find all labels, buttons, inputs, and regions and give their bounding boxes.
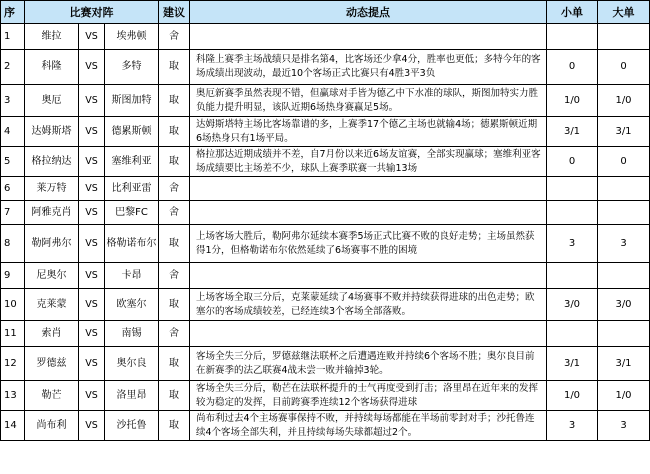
big-bet-cell: [598, 201, 650, 225]
analysis-cell: 上场客场全取三分后，克莱蒙延续了4场赛事不败并持续获得进球的出色走势；欧塞尔的客场成绩较差，已经连续3个客场全部落败。: [190, 289, 547, 321]
home-team: 勒芒: [25, 381, 79, 411]
advice-cell: 取: [159, 50, 190, 85]
row-index: 9: [1, 263, 25, 289]
big-bet-cell: [598, 24, 650, 50]
big-bet-cell: 3/0: [598, 289, 650, 321]
vs-label: VS: [79, 225, 105, 263]
row-index: 2: [1, 50, 25, 85]
small-bet-cell: [547, 321, 598, 347]
small-bet-cell: 3/0: [547, 289, 598, 321]
vs-label: VS: [79, 289, 105, 321]
big-bet-cell: [598, 177, 650, 201]
home-team: 罗德兹: [25, 347, 79, 381]
big-bet-cell: [598, 321, 650, 347]
home-team: 达姆斯塔: [25, 117, 79, 147]
row-index: 4: [1, 117, 25, 147]
small-bet-cell: [547, 201, 598, 225]
vs-label: VS: [79, 411, 105, 441]
row-index: 7: [1, 201, 25, 225]
header-advice: 建议: [159, 1, 190, 24]
analysis-cell: 尚布利过去4个主场赛事保持不败，并持续每场都能在半场前零封对手；沙托鲁连续4个客场全部失利，并且持续每场失球都超过2个。: [190, 411, 547, 441]
header-index: 序: [1, 1, 25, 24]
row-index: 5: [1, 147, 25, 177]
table-row: [1, 347, 650, 381]
vs-label: VS: [79, 24, 105, 50]
table-row: [1, 225, 650, 263]
away-team: 沙托鲁: [105, 411, 159, 441]
advice-cell: 舍: [159, 263, 190, 289]
table-row: [1, 381, 650, 411]
small-bet-cell: 0: [547, 50, 598, 85]
vs-label: VS: [79, 263, 105, 289]
home-team: 克莱蒙: [25, 289, 79, 321]
big-bet-cell: 3: [598, 225, 650, 263]
advice-cell: 取: [159, 147, 190, 177]
home-team: 索肖: [25, 321, 79, 347]
small-bet-cell: 1/0: [547, 381, 598, 411]
analysis-cell: 上场客场大胜后，勒阿弗尔延续本赛季5场正式比赛不败的良好走势；主场虽然获得1分，但格勒诺布尔依然延续了6场赛事不胜的困境: [190, 225, 547, 263]
small-bet-cell: [547, 177, 598, 201]
big-bet-cell: 3/1: [598, 347, 650, 381]
away-team: 卡昂: [105, 263, 159, 289]
analysis-cell: 奥厄新赛季虽然表现不错，但赢球对手皆为德乙中下水准的球队，斯图加特实力胜负能力提升明显，该队近期6场热身赛赢足5场。: [190, 85, 547, 117]
table-row: [1, 263, 650, 289]
vs-label: VS: [79, 147, 105, 177]
small-bet-cell: 3: [547, 411, 598, 441]
table-row: [1, 85, 650, 117]
table-row: [1, 147, 650, 177]
away-team: 斯图加特: [105, 85, 159, 117]
analysis-cell: [190, 263, 547, 289]
analysis-cell: [190, 321, 547, 347]
vs-label: VS: [79, 85, 105, 117]
row-index: 14: [1, 411, 25, 441]
table-row: [1, 321, 650, 347]
away-team: 格勒诺布尔: [105, 225, 159, 263]
advice-cell: 取: [159, 289, 190, 321]
table-row: [1, 201, 650, 225]
home-team: 科隆: [25, 50, 79, 85]
advice-cell: 取: [159, 225, 190, 263]
home-team: 勒阿弗尔: [25, 225, 79, 263]
advice-cell: 取: [159, 381, 190, 411]
row-index: 6: [1, 177, 25, 201]
advice-cell: 取: [159, 85, 190, 117]
vs-label: VS: [79, 321, 105, 347]
home-team: 维拉: [25, 24, 79, 50]
row-index: 8: [1, 225, 25, 263]
away-team: 南锡: [105, 321, 159, 347]
table-row: [1, 117, 650, 147]
row-index: 1: [1, 24, 25, 50]
advice-cell: 舍: [159, 24, 190, 50]
big-bet-cell: 0: [598, 147, 650, 177]
table-row: [1, 50, 650, 85]
header-row: [1, 1, 650, 24]
away-team: 奥尔良: [105, 347, 159, 381]
away-team: 埃弗顿: [105, 24, 159, 50]
small-bet-cell: [547, 263, 598, 289]
home-team: 莱万特: [25, 177, 79, 201]
away-team: 塞维利亚: [105, 147, 159, 177]
away-team: 欧塞尔: [105, 289, 159, 321]
advice-cell: 舍: [159, 177, 190, 201]
home-team: 格拉纳达: [25, 147, 79, 177]
row-index: 11: [1, 321, 25, 347]
away-team: 比利亚雷: [105, 177, 159, 201]
big-bet-cell: 1/0: [598, 381, 650, 411]
analysis-cell: 客场全失三分后，勒芒在法联杯提升的士气再度受到打击；洛里昂在近年来的发挥较为稳定的发挥，目前跨赛季连续12个客场获得进球: [190, 381, 547, 411]
analysis-cell: 客场全失三分后，罗德兹继法联杯之后遭遇连败并持续6个客场不胜；奥尔良目前在新赛季的法乙联赛4战未尝一败并输掉3轮。: [190, 347, 547, 381]
advice-cell: 舍: [159, 201, 190, 225]
home-team: 尼奥尔: [25, 263, 79, 289]
big-bet-cell: 0: [598, 50, 650, 85]
table-row: [1, 289, 650, 321]
row-index: 13: [1, 381, 25, 411]
table-row: [1, 24, 650, 50]
advice-cell: 舍: [159, 321, 190, 347]
big-bet-cell: 3: [598, 411, 650, 441]
analysis-cell: 科隆上赛季主场战绩只是排名第4，比客场还少拿4分，胜率也更低；多特今年的客场成绩出现波动，最近10个客场正式比赛只有4胜3平3负: [190, 50, 547, 85]
vs-label: VS: [79, 201, 105, 225]
small-bet-cell: 1/0: [547, 85, 598, 117]
home-team: 奥厄: [25, 85, 79, 117]
row-index: 12: [1, 347, 25, 381]
header-big: 大单: [598, 1, 650, 24]
table-row: [1, 177, 650, 201]
big-bet-cell: 3/1: [598, 117, 650, 147]
analysis-cell: 达姆斯塔特主场比客场靠谱的多，上赛季17个德乙主场也就输4场；德累斯顿近期6场热身只有1场平局。: [190, 117, 547, 147]
header-small: 小单: [547, 1, 598, 24]
small-bet-cell: 3/1: [547, 117, 598, 147]
header-matchup: 比赛对阵: [25, 1, 159, 24]
header-analysis: 动态提点: [190, 1, 547, 24]
vs-label: VS: [79, 177, 105, 201]
small-bet-cell: 3/1: [547, 347, 598, 381]
analysis-cell: [190, 201, 547, 225]
vs-label: VS: [79, 381, 105, 411]
away-team: 巴黎FC: [105, 201, 159, 225]
away-team: 多特: [105, 50, 159, 85]
advice-cell: 取: [159, 411, 190, 441]
big-bet-cell: 1/0: [598, 85, 650, 117]
advice-cell: 取: [159, 347, 190, 381]
small-bet-cell: [547, 24, 598, 50]
row-index: 3: [1, 85, 25, 117]
analysis-cell: 格拉那达近期成绩并不差，自7月份以来近6场友谊赛，全部实现赢球；塞维利亚客场成绩要比主场差不少，球队上赛季联赛一共输13场: [190, 147, 547, 177]
vs-label: VS: [79, 347, 105, 381]
small-bet-cell: 0: [547, 147, 598, 177]
big-bet-cell: [598, 263, 650, 289]
small-bet-cell: 3: [547, 225, 598, 263]
vs-label: VS: [79, 50, 105, 85]
vs-label: VS: [79, 117, 105, 147]
analysis-cell: [190, 177, 547, 201]
away-team: 德累斯顿: [105, 117, 159, 147]
analysis-cell: [190, 24, 547, 50]
row-index: 10: [1, 289, 25, 321]
table-row: [1, 411, 650, 441]
away-team: 洛里昂: [105, 381, 159, 411]
home-team: 阿雅克肖: [25, 201, 79, 225]
home-team: 尚布利: [25, 411, 79, 441]
advice-cell: 取: [159, 117, 190, 147]
